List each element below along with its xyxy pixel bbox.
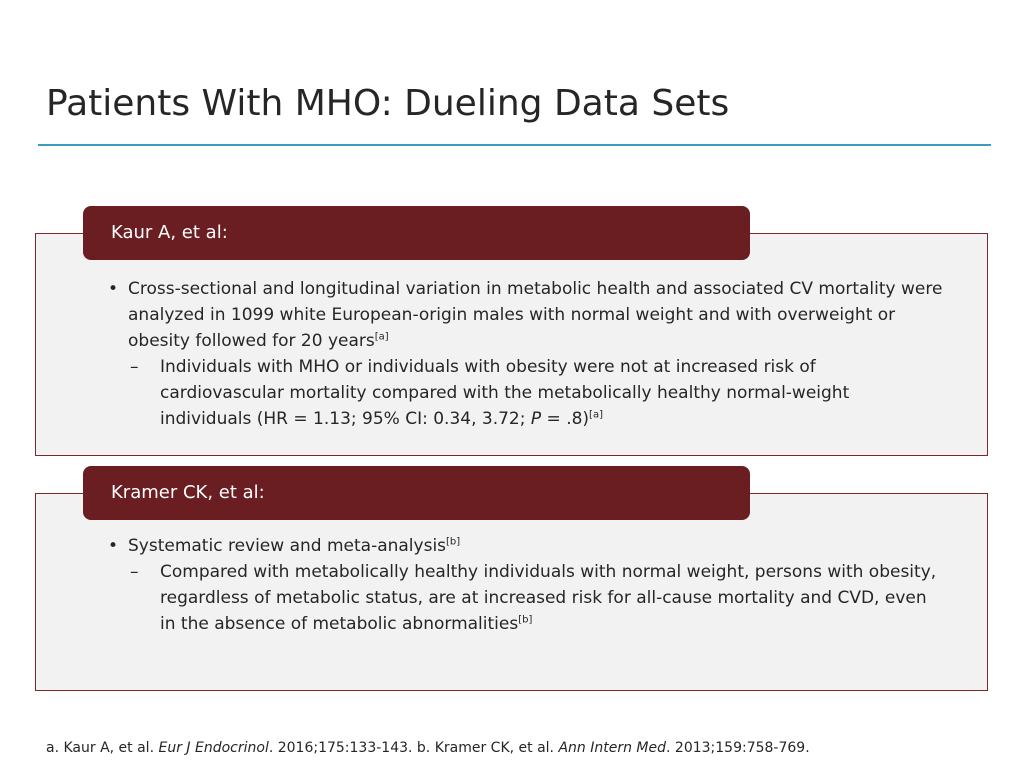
bullet-dot-icon: • — [108, 536, 119, 556]
references-footnote — [46, 738, 810, 758]
footnote-a-suffix: . 2016;175:133-143. b. Kramer CK, et al. — [268, 740, 559, 756]
kaur-section-header: Kaur A, et al: — [83, 206, 750, 260]
kramer-sub-bullet — [0, 559, 1024, 637]
sub-bullet-dash-icon: – — [130, 562, 139, 582]
slide-title: Patients With MHO: Dueling Data Sets — [46, 83, 730, 124]
footnote-b-journal: Ann Intern Med — [558, 740, 667, 756]
kramer-bullet-ref: [b] — [446, 536, 461, 548]
kaur-sub-p-label: P — [530, 409, 542, 429]
footnote-b-suffix: . 2013;159:758-769. — [666, 740, 810, 756]
kramer-bullet-text: Systematic review and meta-analysis — [128, 536, 447, 556]
kaur-bullet — [0, 276, 1024, 354]
sub-bullet-dash-icon: – — [130, 357, 139, 377]
kaur-sub-text-before: Individuals with MHO or individuals with obesity were not at increased risk of cardiovascular mortality compared with the metabolically healthy normal-weight individuals (HR = 1.13; 95% CI: 0.34, 3.72; — [160, 357, 850, 429]
kramer-sub-text: Compared with metabolically healthy individuals with normal weight, persons with obesity, regardless of metabolic status, are at increased risk for all-cause mortality and CVD, even in the absence of metabolic abnormalities — [160, 562, 937, 634]
kaur-bullet-ref: [a] — [374, 331, 389, 343]
kaur-bullet-text: Cross-sectional and longitudinal variation in metabolic health and associated CV mortality were analyzed in 1099 white European-origin males with normal weight and with overweight or obesity followed for 20 years — [128, 279, 943, 351]
bullet-dot-icon: • — [108, 279, 119, 299]
kramer-section-content — [0, 533, 1024, 637]
kaur-section-content — [0, 276, 1024, 432]
kramer-sub-ref: [b] — [518, 614, 533, 626]
kramer-bullet — [0, 533, 1024, 559]
kaur-sub-text-after: = .8) — [541, 409, 590, 429]
kaur-sub-bullet — [0, 354, 1024, 432]
kramer-section-header: Kramer CK, et al: — [83, 466, 750, 520]
footnote-a-journal: Eur J Endocrinol — [158, 740, 269, 756]
kaur-sub-ref: [a] — [589, 409, 603, 421]
footnote-a-prefix: a. Kaur A, et al. — [46, 740, 159, 756]
title-divider — [38, 144, 991, 146]
